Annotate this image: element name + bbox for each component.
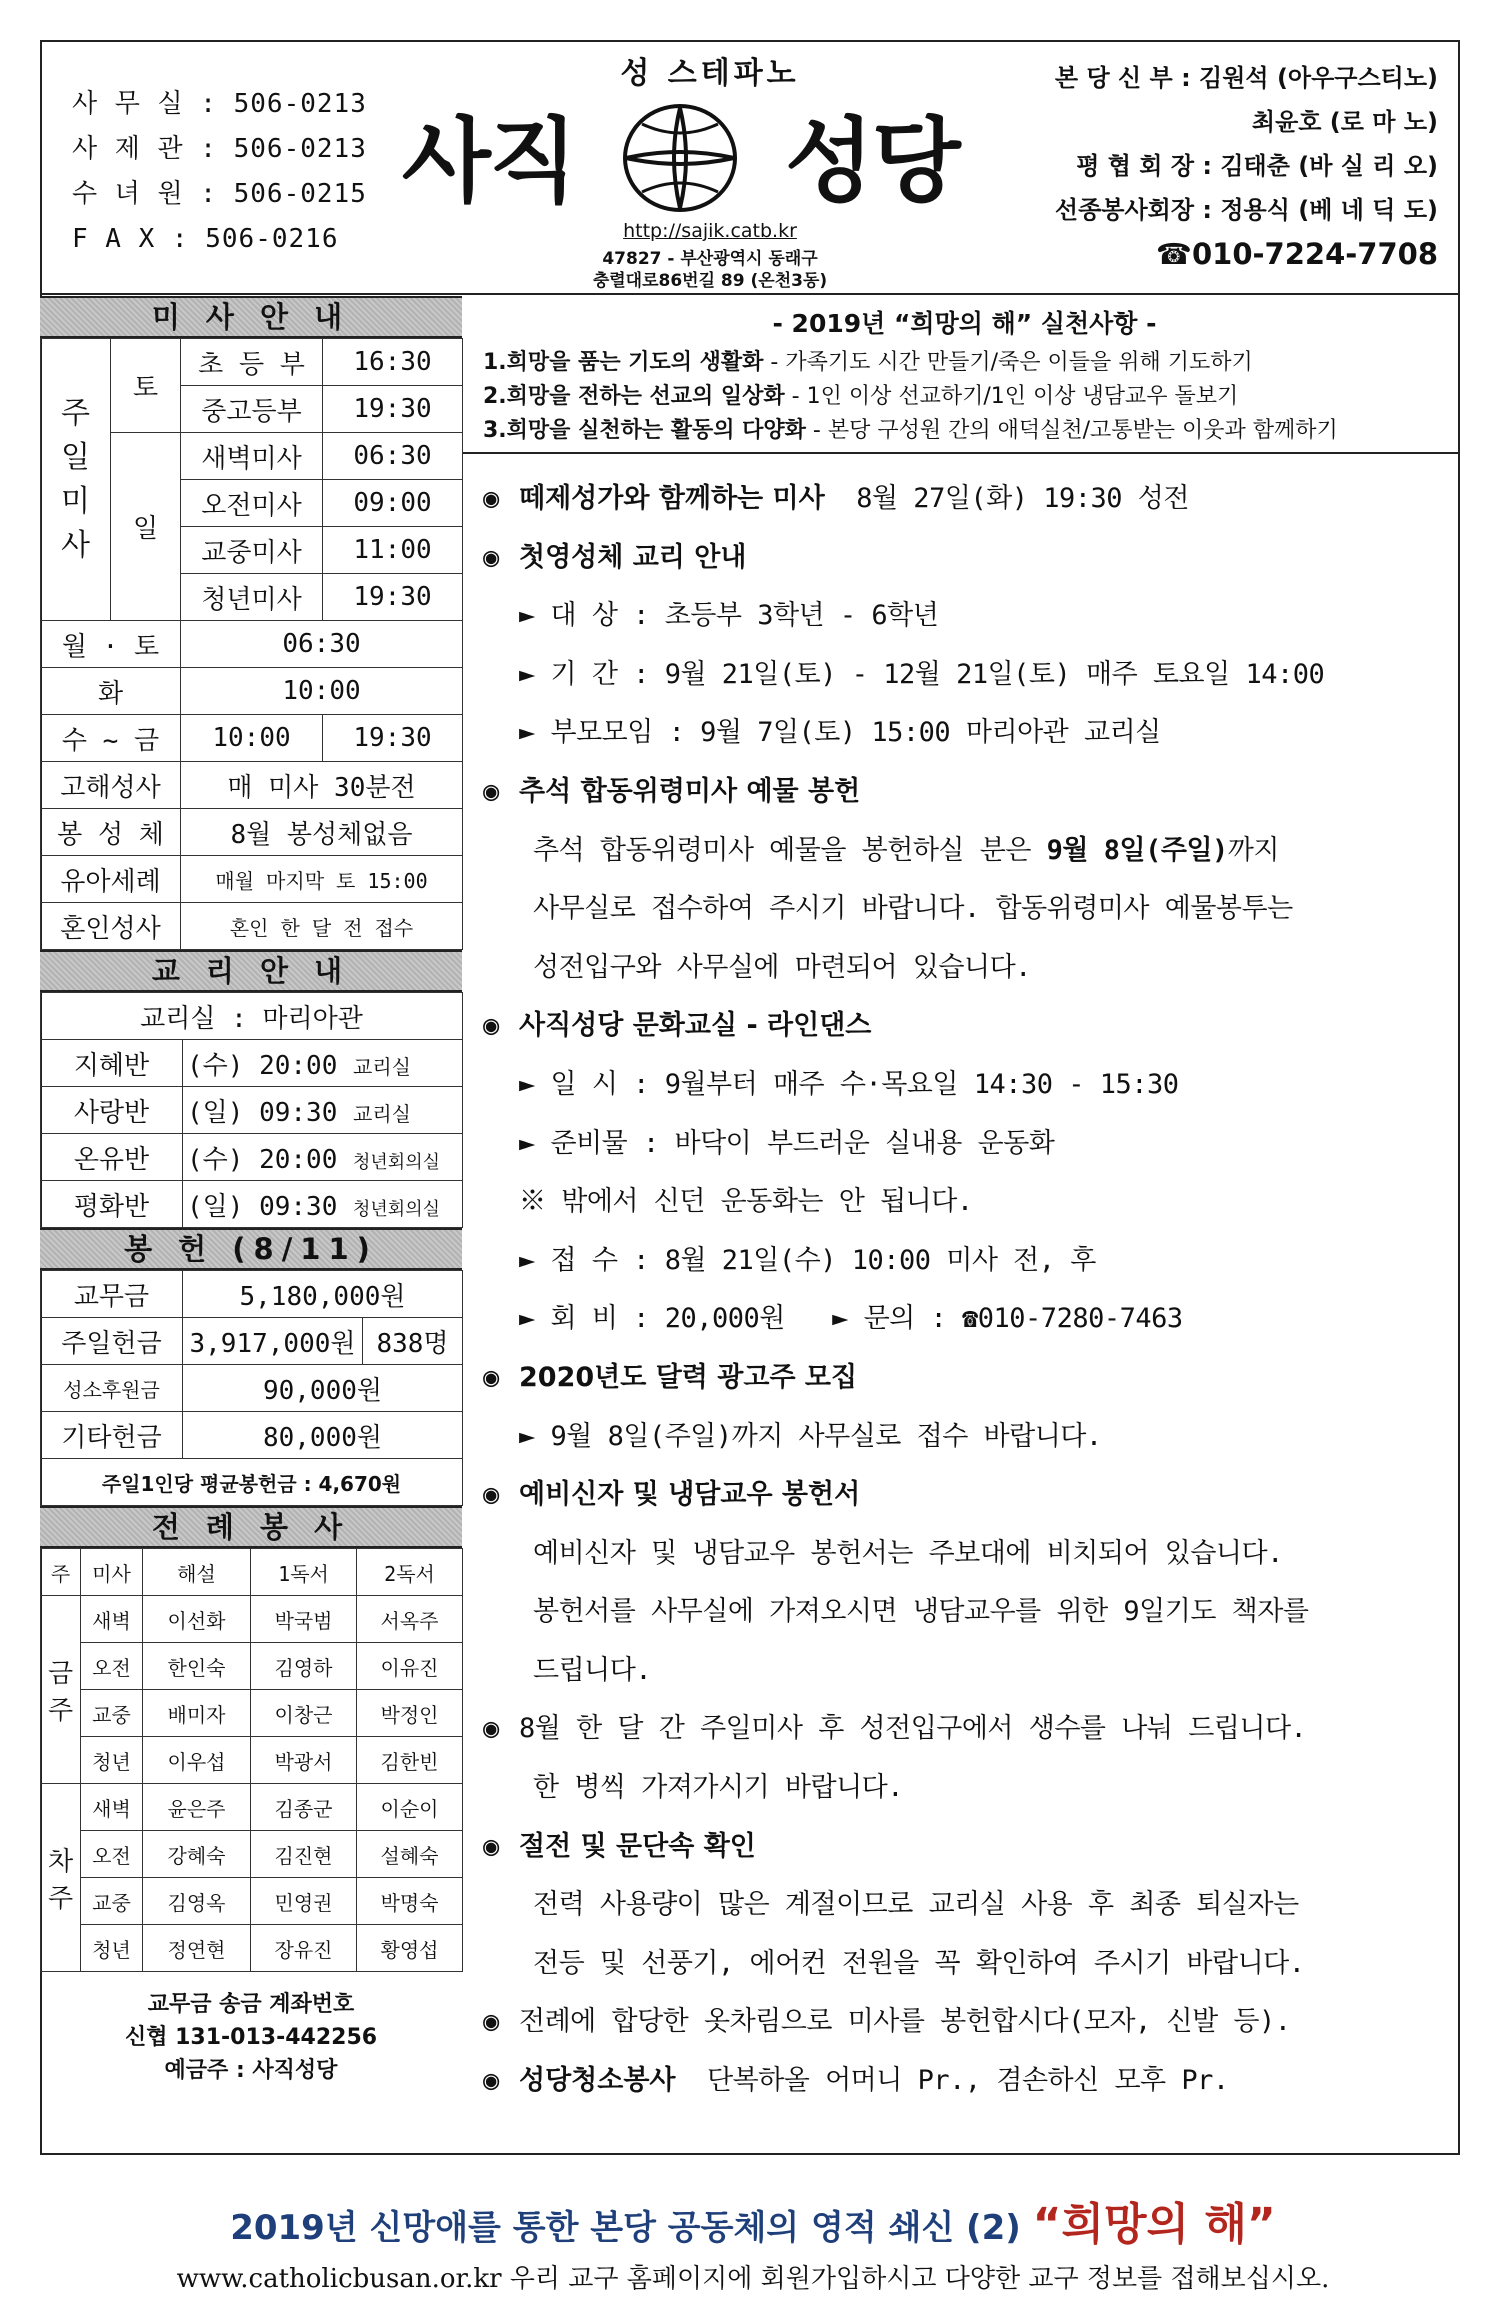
liturgy-person: 이우섭 <box>143 1737 251 1784</box>
bullet-icon: ◉ <box>483 483 499 514</box>
notice-calendar: ◉ 2020년도 달력 광고주 모집 <box>483 1349 1450 1408</box>
weekday-time: 10:00 <box>181 668 463 715</box>
liturgy-person: 김종군 <box>251 1784 357 1831</box>
account-holder: 예금주 : 사직성당 <box>164 2058 338 2083</box>
mass-time: 11:00 <box>323 527 463 574</box>
notice-list <box>463 454 1460 2111</box>
liturgy-person: 박정인 <box>357 1690 463 1737</box>
header <box>40 40 1460 295</box>
notice-line: 봉헌서를 사무실에 가져오시면 냉담교우를 위한 9일기도 책자를 <box>533 1596 1309 1628</box>
motto-box <box>463 296 1460 454</box>
account-box <box>40 1972 462 2087</box>
liturgy-person: 김한빈 <box>357 1737 463 1784</box>
weekday-time: 06:30 <box>181 621 463 668</box>
offering-name: 주일헌금 <box>41 1318 183 1365</box>
liturgy-header: 주 <box>41 1549 81 1596</box>
liturgy-person: 이선화 <box>143 1596 251 1643</box>
liturgy-mass: 오전 <box>81 1643 143 1690</box>
this-week-label: 금주 <box>41 1596 81 1784</box>
notice-chuseok: ◉ 추석 합동위령미사 예물 봉헌 <box>483 763 1450 822</box>
liturgy-mass: 교중 <box>81 1878 143 1925</box>
liturgy-table <box>40 1548 463 1972</box>
notice-line: ► 접 수 : 8월 21일(수) 10:00 미사 전, 후 <box>519 1244 1096 1276</box>
notice-line: ► 준비물 : 바닥이 부드러운 실내용 운동화 <box>519 1127 1055 1159</box>
bullet-icon: ◉ <box>483 1830 499 1862</box>
motto-item: 2.희망을 전하는 선교의 일상화 - 1인 이상 선교하기/1인 이상 냉담교우 돌보기 <box>483 384 1239 409</box>
mass-name: 교중미사 <box>181 527 323 574</box>
weekday-label: 수 ~ 금 <box>41 715 181 762</box>
next-week-label: 차주 <box>41 1784 81 1972</box>
right-column <box>463 296 1460 2111</box>
footer-slogan: 2019년 신망애를 통한 본당 공동체의 영적 쇄신 (2) “희망의 해” <box>230 2199 1276 2250</box>
sacrament-name: 혼인성사 <box>41 903 181 950</box>
notice-line: ► 일 시 : 9월부터 매주 수·목요일 14:30 - 15:30 <box>519 1068 1179 1100</box>
sacrament-value: 매 미사 30분전 <box>181 762 463 809</box>
liturgy-person: 김영하 <box>251 1643 357 1690</box>
offering-amount: 80,000원 <box>183 1412 463 1459</box>
saturday-label: 토 <box>111 339 181 433</box>
catechism-section-title: 교 리 안 내 <box>40 950 462 992</box>
catechism-table <box>40 992 463 1228</box>
account-number: 신협 131-013-442256 <box>124 2025 378 2050</box>
offering-section-title: 봉 헌 (8/11) <box>40 1228 462 1270</box>
parish-url[interactable]: http://sajik.catb.kr <box>623 220 797 242</box>
mass-name: 오전미사 <box>181 480 323 527</box>
mass-time: 06:30 <box>323 433 463 480</box>
notice-line: 전력 사용량이 많은 계절이므로 교리실 사용 후 최종 퇴실자는 <box>533 1889 1299 1921</box>
motto-item: 1.희망을 품는 기도의 생활화 - 가족기도 시간 만들기/죽은 이들을 위해 기도하기 <box>483 350 1253 375</box>
notice-line: ※ 밖에서 신던 운동화는 안 됩니다. <box>519 1186 973 1218</box>
account-title: 교무금 송금 계좌번호 <box>147 1992 355 2017</box>
notice-power: ◉ 절전 및 문단속 확인 <box>483 1818 1450 1877</box>
liturgy-person: 민영권 <box>251 1878 357 1925</box>
sacrament-name: 유아세례 <box>41 856 181 903</box>
contact-rectory: 사 제 관 : 506-0213 <box>72 134 367 164</box>
motto-item: 3.희망을 실천하는 활동의 다양화 - 본당 구성원 간의 애덕실천/고통받는 이웃과 함께하기 <box>483 418 1338 443</box>
liturgy-mass: 교중 <box>81 1690 143 1737</box>
liturgy-mass: 오전 <box>81 1831 143 1878</box>
liturgy-mass: 새벽 <box>81 1596 143 1643</box>
bullet-icon: ◉ <box>483 541 499 573</box>
mass-table <box>40 338 463 950</box>
mass-section-title: 미 사 안 내 <box>40 296 462 338</box>
notice-line: ► 회 비 : 20,000원 ► 문의 : ☎010-7280-7463 <box>519 1303 1183 1335</box>
sacrament-value: 혼인 한 달 전 접수 <box>181 903 463 950</box>
notice-line: 추석 합동위령미사 예물을 봉헌하실 분은 9월 8일(주일)까지 <box>533 834 1279 866</box>
mass-name: 청년미사 <box>181 574 323 621</box>
footer-website: www.catholicbusan.or.kr 우리 교구 홈페이지에 회원가입하시고 다양한 교구 정보를 접해보십시오. <box>176 2264 1330 2294</box>
liturgy-person: 정연현 <box>143 1925 251 1972</box>
liturgy-header: 해설 <box>143 1549 251 1596</box>
weekday-time: 10:00 <box>181 715 323 762</box>
bullet-icon: ◉ <box>483 1361 499 1393</box>
sunday-mass-label: 주일미사 <box>41 339 111 621</box>
mass-time: 19:30 <box>323 574 463 621</box>
clergy-council: 평 협 회 장 : 김태춘 (바 실 리 오) <box>1076 152 1438 180</box>
parish-name-1: 사직 <box>402 108 576 215</box>
notice-taize: ◉ 떼제성가와 함께하는 미사 8월 27일(화) 19:30 성전 <box>483 470 1450 529</box>
notice-line: 한 병씩 가져가시기 바랍니다. <box>533 1772 904 1804</box>
mass-time: 16:30 <box>323 339 463 386</box>
liturgy-person: 박국범 <box>251 1596 357 1643</box>
notice-line: 사무실로 접수하여 주시기 바랍니다. 합동위령미사 예물봉투는 <box>533 893 1293 925</box>
liturgy-header: 1독서 <box>251 1549 357 1596</box>
clergy-assistant: 최윤호 (로 마 노) <box>1251 108 1438 136</box>
liturgy-mass: 청년 <box>81 1925 143 1972</box>
mass-name: 새벽미사 <box>181 433 323 480</box>
mass-time: 09:00 <box>323 480 463 527</box>
notice-line: ► 기 간 : 9월 21일(토) - 12월 21일(토) 매주 토요일 14:00 <box>519 658 1325 690</box>
contact-office: 사 무 실 : 506-0213 <box>72 89 367 119</box>
weekday-label: 화 <box>41 668 181 715</box>
parish-address: 47827 - 부산광역시 동래구 충렬대로86번길 89 (온천3동) <box>592 249 828 291</box>
notice-communion: ◉ 첫영성체 교리 안내 <box>483 529 1450 588</box>
class-schedule: (수) 20:00 교리실 <box>183 1040 463 1087</box>
liturgy-person: 강혜숙 <box>143 1831 251 1878</box>
offering-name: 교무금 <box>41 1271 183 1318</box>
class-name: 사랑반 <box>41 1087 183 1134</box>
liturgy-person: 박명숙 <box>357 1878 463 1925</box>
offering-name: 성소후원금 <box>41 1365 183 1412</box>
left-column <box>40 296 462 2087</box>
liturgy-header: 2독서 <box>357 1549 463 1596</box>
motto-title: - 2019년 “희망의 해” 실천사항 - <box>772 309 1157 338</box>
notice-line: ► 대 상 : 초등부 3학년 - 6학년 <box>519 600 939 632</box>
notice-water: ◉ 8월 한 달 간 주일미사 후 성전입구에서 생수를 나눠 드립니다. <box>483 1700 1450 1759</box>
bullet-icon: ◉ <box>483 2065 499 2097</box>
sacrament-name: 봉 성 체 <box>41 809 181 856</box>
class-schedule: (수) 20:00 청년회의실 <box>183 1134 463 1181</box>
liturgy-person: 배미자 <box>143 1690 251 1737</box>
clergy-funeral: 선종봉사회장 : 정용식 (베 네 딕 도) <box>1054 196 1438 224</box>
notice-line: ► 부모모임 : 9월 7일(토) 15:00 마리아관 교리실 <box>519 717 1161 749</box>
notice-linedance: ◉ 사직성당 문화교실 - 라인댄스 <box>483 997 1450 1056</box>
clergy-pastor: 본 당 신 부 : 김원석 (아우구스티노) <box>1054 64 1438 92</box>
liturgy-person: 서옥주 <box>357 1596 463 1643</box>
class-name: 온유반 <box>41 1134 183 1181</box>
notice-line: 드립니다. <box>533 1654 652 1686</box>
class-schedule: (일) 09:30 청년회의실 <box>183 1181 463 1228</box>
mass-name: 중고등부 <box>181 386 323 433</box>
liturgy-person: 한인숙 <box>143 1643 251 1690</box>
offering-table <box>40 1270 463 1506</box>
notice-line: 전등 및 선풍기, 에어컨 전원을 꼭 확인하여 주시기 바랍니다. <box>533 1947 1305 1979</box>
sacrament-name: 고해성사 <box>41 762 181 809</box>
bullet-icon: ◉ <box>483 775 499 807</box>
offering-amount: 3,917,000원 <box>183 1318 363 1365</box>
liturgy-person: 김진현 <box>251 1831 357 1878</box>
clergy-list <box>1055 56 1438 276</box>
bullet-icon: ◉ <box>483 1010 499 1042</box>
notice-cleaning: ◉ 성당청소봉사 단복하올 어머니 Pr., 겸손하신 모후 Pr. <box>483 2052 1450 2111</box>
weekday-time: 19:30 <box>323 715 463 762</box>
notice-line: 성전입구와 사무실에 마련되어 있습니다. <box>533 951 1031 983</box>
liturgy-person: 윤은주 <box>143 1784 251 1831</box>
main-phone: ☎010-7224-7708 <box>1155 237 1438 271</box>
liturgy-person: 설혜숙 <box>357 1831 463 1878</box>
sacrament-value: 8월 봉성체없음 <box>181 809 463 856</box>
liturgy-person: 장유진 <box>251 1925 357 1972</box>
contact-convent: 수 녀 원 : 506-0215 <box>72 179 367 209</box>
mass-time: 19:30 <box>323 386 463 433</box>
contact-list <box>72 82 367 262</box>
offering-name: 기타헌금 <box>41 1412 183 1459</box>
catechism-room: 교리실 : 마리아관 <box>41 993 463 1040</box>
liturgy-person: 이유진 <box>357 1643 463 1690</box>
bullet-icon: ◉ <box>483 1479 499 1511</box>
weekday-label: 월 · 토 <box>41 621 181 668</box>
liturgy-header: 미사 <box>81 1549 143 1596</box>
cross-emblem-icon <box>620 102 740 214</box>
liturgy-person: 이창근 <box>251 1690 357 1737</box>
liturgy-person: 김영옥 <box>143 1878 251 1925</box>
class-name: 평화반 <box>41 1181 183 1228</box>
offering-average: 주일1인당 평균봉헌금 : 4,670원 <box>41 1459 463 1506</box>
liturgy-person: 박광서 <box>251 1737 357 1784</box>
notice-line: 예비신자 및 냉담교우 봉헌서는 주보대에 비치되어 있습니다. <box>533 1537 1283 1569</box>
offering-amount: 5,180,000원 <box>183 1271 463 1318</box>
offering-amount: 90,000원 <box>183 1365 463 1412</box>
bullet-icon: ◉ <box>483 1713 499 1745</box>
liturgy-mass: 청년 <box>81 1737 143 1784</box>
class-name: 지혜반 <box>41 1040 183 1087</box>
class-schedule: (일) 09:30 교리실 <box>183 1087 463 1134</box>
parish-name-2: 성당 <box>785 108 959 215</box>
mass-name: 초 등 부 <box>181 339 323 386</box>
liturgy-mass: 새벽 <box>81 1784 143 1831</box>
liturgy-person: 이순이 <box>357 1784 463 1831</box>
notice-attire: ◉ 전례에 합당한 옷차림으로 미사를 봉헌합시다(모자, 신발 등). <box>483 1993 1450 2052</box>
liturgy-section-title: 전 례 봉 사 <box>40 1506 462 1548</box>
liturgy-person: 황영섭 <box>357 1925 463 1972</box>
notice-pledge: ◉ 예비신자 및 냉담교우 봉헌서 <box>483 1466 1450 1525</box>
parish-patron: 성 스테파노 <box>620 56 800 91</box>
sacrament-value: 매월 마지막 토 15:00 <box>181 856 463 903</box>
sunday-label: 일 <box>111 433 181 621</box>
offering-count: 838명 <box>363 1318 463 1365</box>
notice-line: ► 9월 8일(주일)까지 사무실로 접수 바랍니다. <box>519 1420 1102 1452</box>
bullet-icon: ◉ <box>483 2006 499 2038</box>
contact-fax: F A X : 506-0216 <box>72 224 339 254</box>
